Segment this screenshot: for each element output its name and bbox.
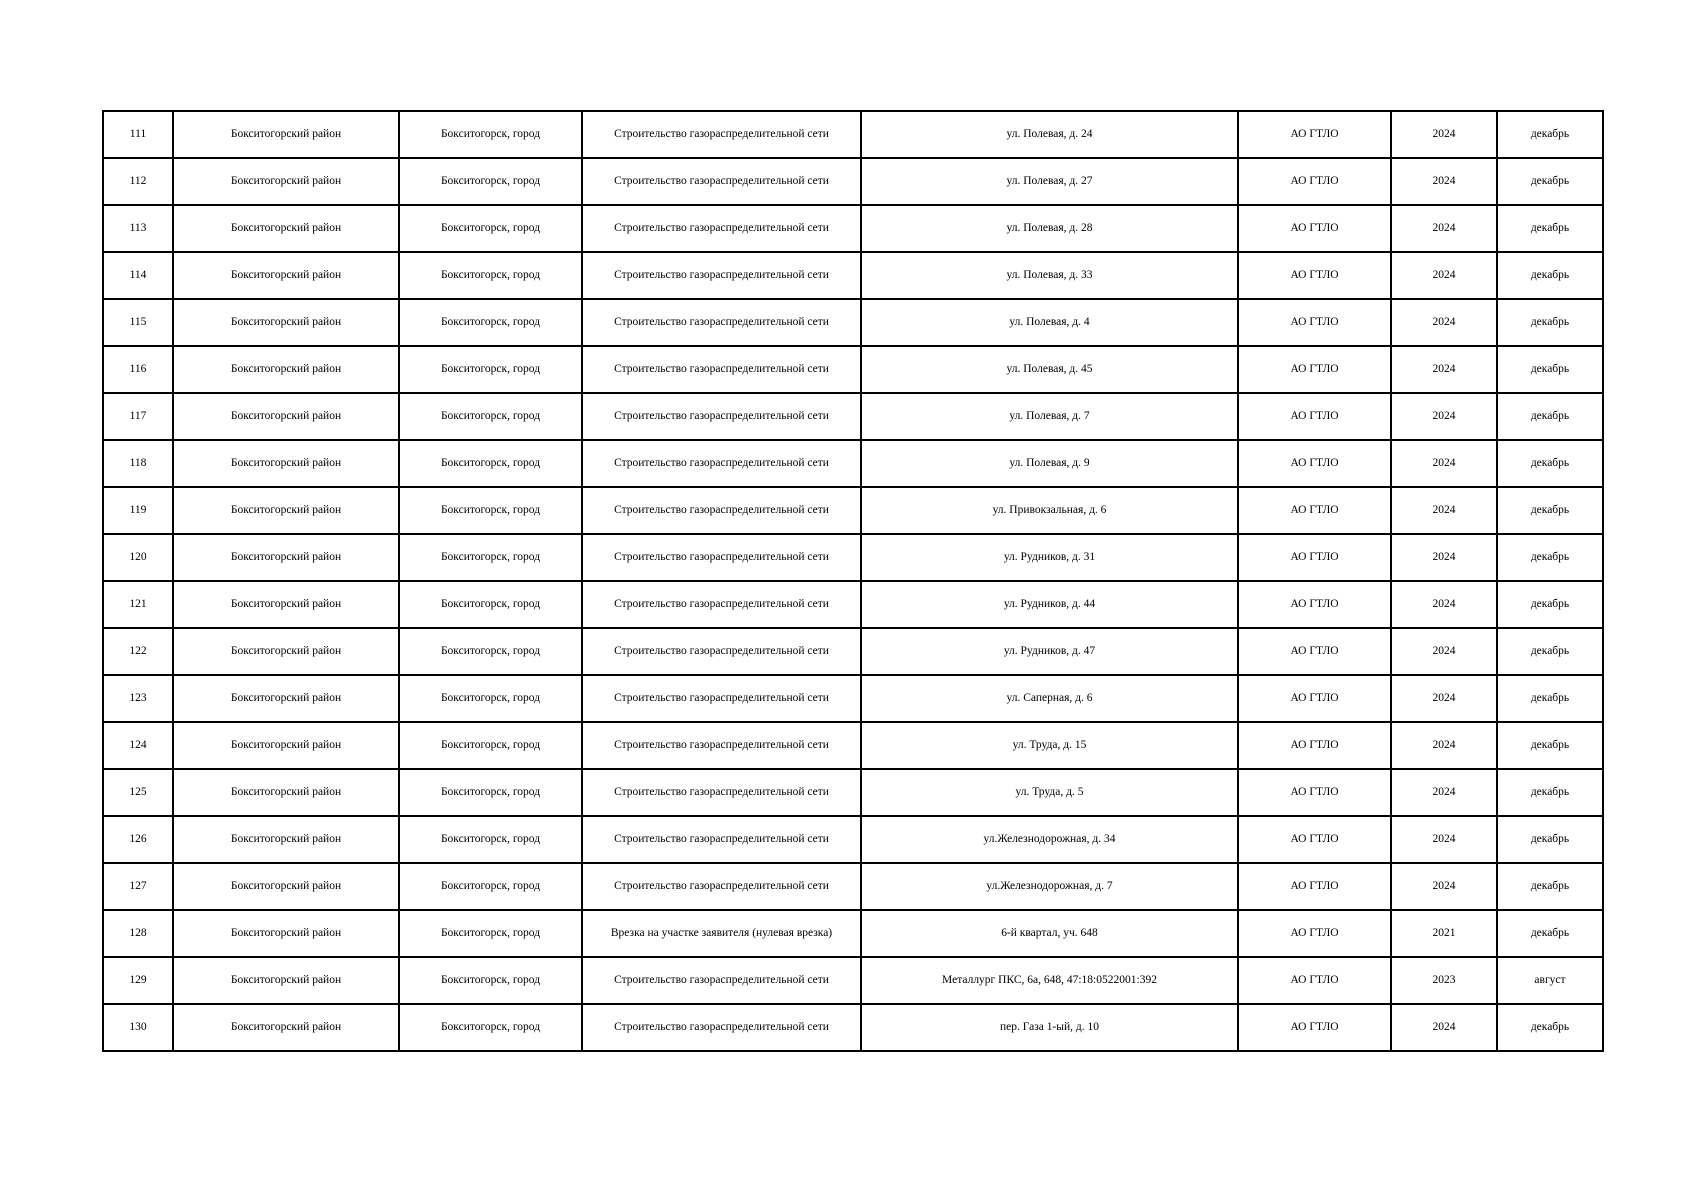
cell-address: ул.Железнодорожная, д. 7 <box>861 863 1238 910</box>
cell-locality: Бокситогорск, город <box>399 628 582 675</box>
cell-organization: АО ГТЛО <box>1238 440 1391 487</box>
cell-year: 2024 <box>1391 1004 1497 1051</box>
cell-district: Бокситогорский район <box>173 628 399 675</box>
cell-work-type: Строительство газораспределительной сети <box>582 675 861 722</box>
cell-address: ул. Саперная, д. 6 <box>861 675 1238 722</box>
cell-locality: Бокситогорск, город <box>399 440 582 487</box>
table-row <box>103 816 1603 863</box>
table-row <box>103 675 1603 722</box>
cell-locality: Бокситогорск, город <box>399 1004 582 1051</box>
table-row <box>103 346 1603 393</box>
cell-row-number: 115 <box>103 299 173 346</box>
cell-district: Бокситогорский район <box>173 722 399 769</box>
cell-locality: Бокситогорск, город <box>399 393 582 440</box>
table-row <box>103 769 1603 816</box>
table-row <box>103 534 1603 581</box>
cell-year: 2024 <box>1391 487 1497 534</box>
cell-district: Бокситогорский район <box>173 205 399 252</box>
cell-district: Бокситогорский район <box>173 158 399 205</box>
cell-row-number: 111 <box>103 111 173 158</box>
cell-organization: АО ГТЛО <box>1238 769 1391 816</box>
cell-year: 2024 <box>1391 440 1497 487</box>
table-row <box>103 440 1603 487</box>
cell-work-type: Строительство газораспределительной сети <box>582 722 861 769</box>
cell-work-type: Строительство газораспределительной сети <box>582 393 861 440</box>
cell-row-number: 129 <box>103 957 173 1004</box>
table-row <box>103 252 1603 299</box>
table-row <box>103 205 1603 252</box>
cell-month: декабрь <box>1497 722 1603 769</box>
table-row <box>103 581 1603 628</box>
cell-row-number: 128 <box>103 910 173 957</box>
cell-year: 2023 <box>1391 957 1497 1004</box>
cell-address: ул. Полевая, д. 45 <box>861 346 1238 393</box>
cell-district: Бокситогорский район <box>173 863 399 910</box>
cell-district: Бокситогорский район <box>173 581 399 628</box>
cell-row-number: 127 <box>103 863 173 910</box>
cell-month: декабрь <box>1497 346 1603 393</box>
cell-row-number: 114 <box>103 252 173 299</box>
cell-month: декабрь <box>1497 111 1603 158</box>
cell-month: декабрь <box>1497 487 1603 534</box>
cell-year: 2024 <box>1391 393 1497 440</box>
cell-work-type: Строительство газораспределительной сети <box>582 205 861 252</box>
cell-district: Бокситогорский район <box>173 299 399 346</box>
cell-year: 2024 <box>1391 158 1497 205</box>
cell-locality: Бокситогорск, город <box>399 957 582 1004</box>
cell-locality: Бокситогорск, город <box>399 487 582 534</box>
cell-year: 2024 <box>1391 252 1497 299</box>
table-row <box>103 957 1603 1004</box>
cell-work-type: Врезка на участке заявителя (нулевая врезка) <box>582 910 861 957</box>
cell-address: ул. Рудников, д. 31 <box>861 534 1238 581</box>
cell-organization: АО ГТЛО <box>1238 957 1391 1004</box>
cell-district: Бокситогорский район <box>173 440 399 487</box>
cell-month: декабрь <box>1497 205 1603 252</box>
cell-work-type: Строительство газораспределительной сети <box>582 252 861 299</box>
cell-row-number: 119 <box>103 487 173 534</box>
cell-work-type: Строительство газораспределительной сети <box>582 957 861 1004</box>
cell-organization: АО ГТЛО <box>1238 816 1391 863</box>
cell-year: 2024 <box>1391 205 1497 252</box>
cell-organization: АО ГТЛО <box>1238 910 1391 957</box>
cell-locality: Бокситогорск, город <box>399 816 582 863</box>
cell-month: декабрь <box>1497 393 1603 440</box>
cell-work-type: Строительство газораспределительной сети <box>582 487 861 534</box>
cell-work-type: Строительство газораспределительной сети <box>582 628 861 675</box>
cell-locality: Бокситогорск, город <box>399 299 582 346</box>
cell-district: Бокситогорский район <box>173 487 399 534</box>
cell-row-number: 117 <box>103 393 173 440</box>
cell-row-number: 120 <box>103 534 173 581</box>
cell-district: Бокситогорский район <box>173 252 399 299</box>
cell-work-type: Строительство газораспределительной сети <box>582 299 861 346</box>
cell-organization: АО ГТЛО <box>1238 581 1391 628</box>
cell-organization: АО ГТЛО <box>1238 534 1391 581</box>
cell-row-number: 130 <box>103 1004 173 1051</box>
cell-address: ул. Рудников, д. 47 <box>861 628 1238 675</box>
cell-district: Бокситогорский район <box>173 111 399 158</box>
cell-year: 2024 <box>1391 863 1497 910</box>
cell-month: декабрь <box>1497 440 1603 487</box>
cell-district: Бокситогорский район <box>173 769 399 816</box>
cell-district: Бокситогорский район <box>173 534 399 581</box>
cell-month: декабрь <box>1497 299 1603 346</box>
cell-locality: Бокситогорск, город <box>399 111 582 158</box>
cell-organization: АО ГТЛО <box>1238 205 1391 252</box>
cell-row-number: 121 <box>103 581 173 628</box>
cell-district: Бокситогорский район <box>173 816 399 863</box>
cell-locality: Бокситогорск, город <box>399 158 582 205</box>
table-row <box>103 628 1603 675</box>
cell-month: декабрь <box>1497 816 1603 863</box>
cell-work-type: Строительство газораспределительной сети <box>582 769 861 816</box>
cell-address: ул. Привокзальная, д. 6 <box>861 487 1238 534</box>
cell-organization: АО ГТЛО <box>1238 675 1391 722</box>
cell-work-type: Строительство газораспределительной сети <box>582 534 861 581</box>
cell-year: 2024 <box>1391 111 1497 158</box>
cell-locality: Бокситогорск, город <box>399 205 582 252</box>
cell-work-type: Строительство газораспределительной сети <box>582 581 861 628</box>
cell-address: ул. Рудников, д. 44 <box>861 581 1238 628</box>
cell-work-type: Строительство газораспределительной сети <box>582 863 861 910</box>
table-row <box>103 722 1603 769</box>
cell-locality: Бокситогорск, город <box>399 910 582 957</box>
cell-row-number: 116 <box>103 346 173 393</box>
cell-address: ул. Полевая, д. 4 <box>861 299 1238 346</box>
cell-organization: АО ГТЛО <box>1238 722 1391 769</box>
cell-month: декабрь <box>1497 628 1603 675</box>
cell-district: Бокситогорский район <box>173 675 399 722</box>
cell-organization: АО ГТЛО <box>1238 158 1391 205</box>
cell-year: 2024 <box>1391 769 1497 816</box>
cell-month: август <box>1497 957 1603 1004</box>
table-row <box>103 299 1603 346</box>
cell-row-number: 113 <box>103 205 173 252</box>
cell-organization: АО ГТЛО <box>1238 628 1391 675</box>
cell-address: ул. Труда, д. 15 <box>861 722 1238 769</box>
cell-district: Бокситогорский район <box>173 910 399 957</box>
cell-year: 2024 <box>1391 534 1497 581</box>
cell-row-number: 122 <box>103 628 173 675</box>
cell-organization: АО ГТЛО <box>1238 111 1391 158</box>
cell-organization: АО ГТЛО <box>1238 393 1391 440</box>
table-row <box>103 111 1603 158</box>
cell-work-type: Строительство газораспределительной сети <box>582 346 861 393</box>
cell-organization: АО ГТЛО <box>1238 487 1391 534</box>
cell-row-number: 123 <box>103 675 173 722</box>
cell-month: декабрь <box>1497 252 1603 299</box>
cell-organization: АО ГТЛО <box>1238 1004 1391 1051</box>
cell-address: ул. Полевая, д. 27 <box>861 158 1238 205</box>
table-row <box>103 1004 1603 1051</box>
table-row <box>103 158 1603 205</box>
cell-month: декабрь <box>1497 675 1603 722</box>
cell-address: ул. Полевая, д. 7 <box>861 393 1238 440</box>
table-row <box>103 863 1603 910</box>
cell-district: Бокситогорский район <box>173 957 399 1004</box>
cell-month: декабрь <box>1497 910 1603 957</box>
table-body <box>103 111 1603 1051</box>
cell-year: 2021 <box>1391 910 1497 957</box>
cell-locality: Бокситогорск, город <box>399 534 582 581</box>
cell-district: Бокситогорский район <box>173 1004 399 1051</box>
cell-locality: Бокситогорск, город <box>399 863 582 910</box>
cell-month: декабрь <box>1497 1004 1603 1051</box>
table-row <box>103 910 1603 957</box>
cell-row-number: 124 <box>103 722 173 769</box>
cell-address: ул. Полевая, д. 33 <box>861 252 1238 299</box>
cell-year: 2024 <box>1391 722 1497 769</box>
table-row <box>103 393 1603 440</box>
cell-work-type: Строительство газораспределительной сети <box>582 111 861 158</box>
cell-work-type: Строительство газораспределительной сети <box>582 158 861 205</box>
cell-locality: Бокситогорск, город <box>399 722 582 769</box>
cell-address: ул. Полевая, д. 28 <box>861 205 1238 252</box>
cell-year: 2024 <box>1391 628 1497 675</box>
cell-locality: Бокситогорск, город <box>399 769 582 816</box>
cell-month: декабрь <box>1497 158 1603 205</box>
cell-row-number: 112 <box>103 158 173 205</box>
cell-work-type: Строительство газораспределительной сети <box>582 1004 861 1051</box>
cell-address: пер. Газа 1-ый, д. 10 <box>861 1004 1238 1051</box>
cell-work-type: Строительство газораспределительной сети <box>582 816 861 863</box>
cell-address: ул. Полевая, д. 9 <box>861 440 1238 487</box>
cell-month: декабрь <box>1497 863 1603 910</box>
cell-locality: Бокситогорск, город <box>399 252 582 299</box>
cell-year: 2024 <box>1391 816 1497 863</box>
cell-month: декабрь <box>1497 769 1603 816</box>
cell-year: 2024 <box>1391 299 1497 346</box>
cell-organization: АО ГТЛО <box>1238 346 1391 393</box>
cell-district: Бокситогорский район <box>173 393 399 440</box>
cell-address: Металлург ПКС, 6а, 648, 47:18:0522001:392 <box>861 957 1238 1004</box>
cell-work-type: Строительство газораспределительной сети <box>582 440 861 487</box>
cell-organization: АО ГТЛО <box>1238 299 1391 346</box>
cell-year: 2024 <box>1391 581 1497 628</box>
cell-month: декабрь <box>1497 534 1603 581</box>
cell-district: Бокситогорский район <box>173 346 399 393</box>
cell-year: 2024 <box>1391 675 1497 722</box>
cell-organization: АО ГТЛО <box>1238 863 1391 910</box>
cell-locality: Бокситогорск, город <box>399 346 582 393</box>
cell-address: ул. Полевая, д. 24 <box>861 111 1238 158</box>
cell-locality: Бокситогорск, город <box>399 581 582 628</box>
cell-address: 6-й квартал, уч. 648 <box>861 910 1238 957</box>
cell-row-number: 118 <box>103 440 173 487</box>
cell-locality: Бокситогорск, город <box>399 675 582 722</box>
cell-row-number: 126 <box>103 816 173 863</box>
cell-month: декабрь <box>1497 581 1603 628</box>
table-row <box>103 487 1603 534</box>
cell-year: 2024 <box>1391 346 1497 393</box>
cell-address: ул. Труда, д. 5 <box>861 769 1238 816</box>
gas-network-table <box>102 110 1604 1052</box>
cell-address: ул.Железнодорожная, д. 34 <box>861 816 1238 863</box>
cell-organization: АО ГТЛО <box>1238 252 1391 299</box>
cell-row-number: 125 <box>103 769 173 816</box>
